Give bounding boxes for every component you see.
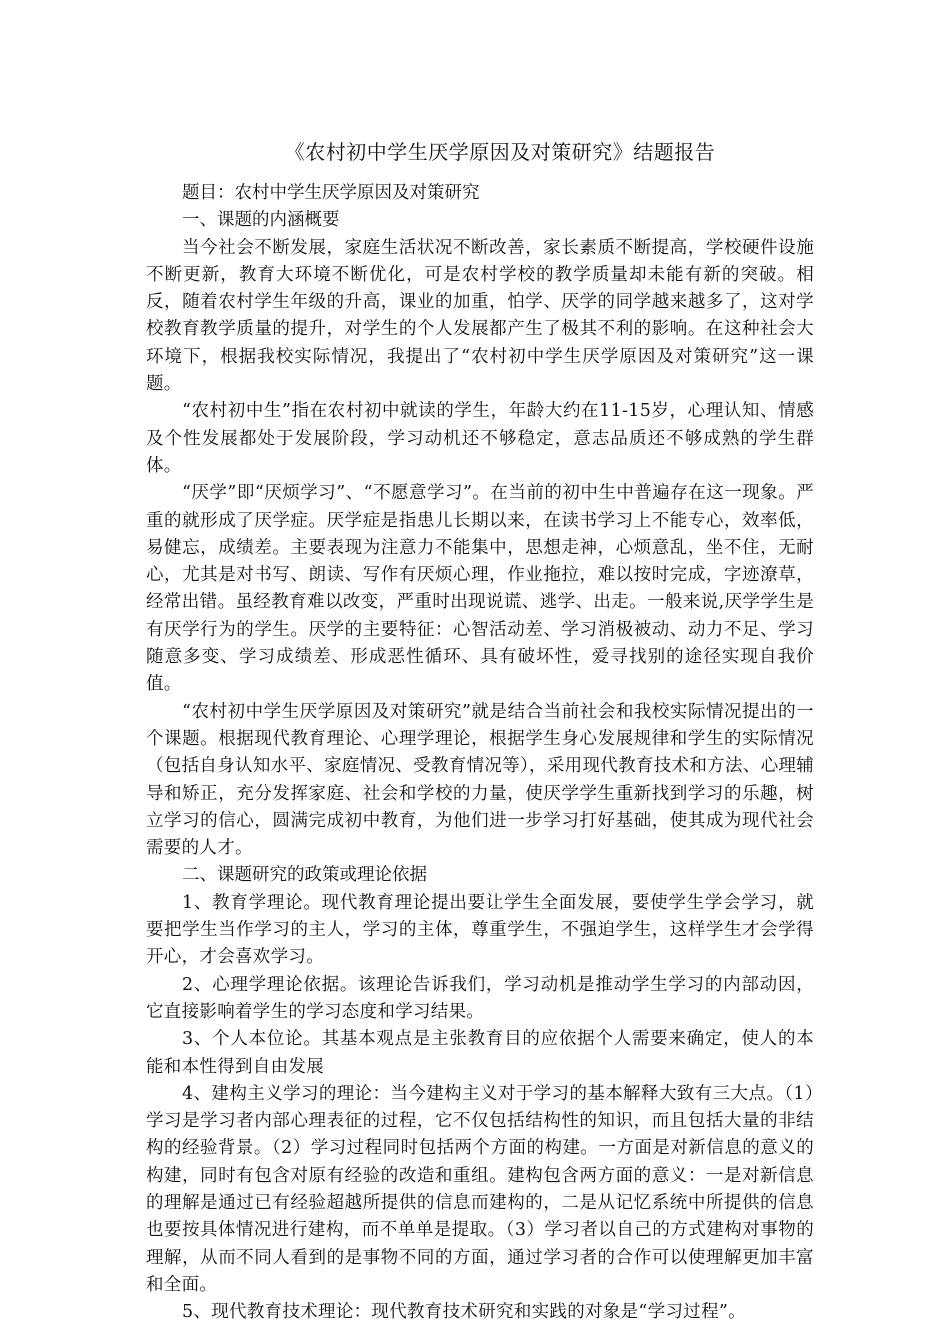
section-1-paragraph-1: 当今社会不断发展，家庭生活状况不断改善，家长素质不断提高，学校硬件设施不断更新，教育大环境不断优化，可是农村学校的教学质量却未能有新的突破。相反，随着农村学生年级的升高，课业的加重，怕学、厌学的同学越来越多了，这对学校教育教学质量的提升，对学生的个人发展都产生了极其不利的影响。在这种社会大环境下，根据我校实际情况，我提出了“农村初中学生厌学原因及对策研究”这一课题。 xyxy=(146,237,814,395)
section-1-heading: 一、课题的内涵概要 xyxy=(182,210,340,231)
section-1-paragraph-4: “农村初中学生厌学原因及对策研究”就是结合当前社会和我校实际情况提出的一个课题。根据现代教育理论、心理学理论，根据学生身心发展规律和学生的实际情况（包括自身认知水平、家庭情况、受教育情况等），采用现代教育技术和方法、心理辅导和矫正，充分发挥家庭、社会和学校的力量，使厌学学生重新找到学习的乐趣，树立学习的信心，圆满完成初中教育，为他们进一步学习打好基础，使其成为现代社会需要的人才。 xyxy=(146,701,814,859)
section-2-paragraph-5: 5、现代教育技术理论：现代教育技术研究和实践的对象是“学习过程”。 xyxy=(182,1302,746,1323)
section-1-paragraph-2: “农村初中生”指在农村初中就读的学生，年龄大约在11-15岁，心理认知、情感及个性发展都处于发展阶段，学习动机还不够稳定，意志品质还不够成熟的学生群体。 xyxy=(146,401,814,476)
section-2-paragraph-2: 2、心理学理论依据。该理论告诉我们，学习动机是推动学生学习的内部动因，它直接影响着学生的学习态度和学习结果。 xyxy=(146,974,814,1022)
topic-line: 题目：农村中学生厌学原因及对策研究 xyxy=(182,183,480,203)
document-title: 《农村初中学生厌学原因及对策研究》结题报告 xyxy=(284,140,716,164)
section-2-heading: 二、课题研究的政策或理论依据 xyxy=(182,865,427,886)
section-2-paragraph-1: 1、教育学理论。现代教育理论提出要让学生全面发展，要使学生学会学习，就要把学生当作学习的主人，学习的主体，尊重学生，不强迫学生，这样学生才会学得开心，才会喜欢学习。 xyxy=(146,892,814,968)
document-body xyxy=(146,136,814,1326)
section-1-paragraph-3: “厌学”即“厌烦学习”、“不愿意学习”。在当前的初中生中普遍存在这一现象。严重的就形成了厌学症。厌学症是指患儿长期以来，在读书学习上不能专心，效率低，易健忘，成绩差。主要表现为注意力不能集中，思想走神，心烦意乱，坐不住，无耐心，尤其是对书写、朗读、写作有厌烦心理，作业拖拉，难以按时完成，字迹潦草，经常出错。虽经教育难以改变，严重时出现说谎、逃学、出走。一般来说,厌学学生是有厌学行为的学生。厌学的主要特征：心智活动差、学习消极被动、动力不足、学习随意多变、学习成绩差、形成恶性循环、具有破坏性，爱寻找别的途径实现自我价值。 xyxy=(146,483,814,695)
section-2-paragraph-3: 3、个人本位论。其基本观点是主张教育目的应依据个人需要来确定，使人的本能和本性得到自由发展 xyxy=(146,1029,814,1077)
section-2-paragraph-4: 4、建构主义学习的理论：当今建构主义对于学习的基本解释大致有三大点。（1）学习是学习者内部心理表征的过程，它不仅包括结构性的知识，而且包括大量的非结构的经验背景。（2）学习过程同时包括两个方面的构建。一方面是对新信息的意义的构建，同时有包含对原有经验的改造和重组。建构包含两方面的意义：一是对新信息的理解是通过已有经验超越所提供的信息而建构的，二是从记忆系统中所提供的信息也要按具体情况进行建构，而不单单是提取。（3）学习者以自己的方式建构对事物的理解，从而不同人看到的是事物不同的方面，通过学习者的合作可以使理解更加丰富和全面。 xyxy=(146,1083,814,1295)
